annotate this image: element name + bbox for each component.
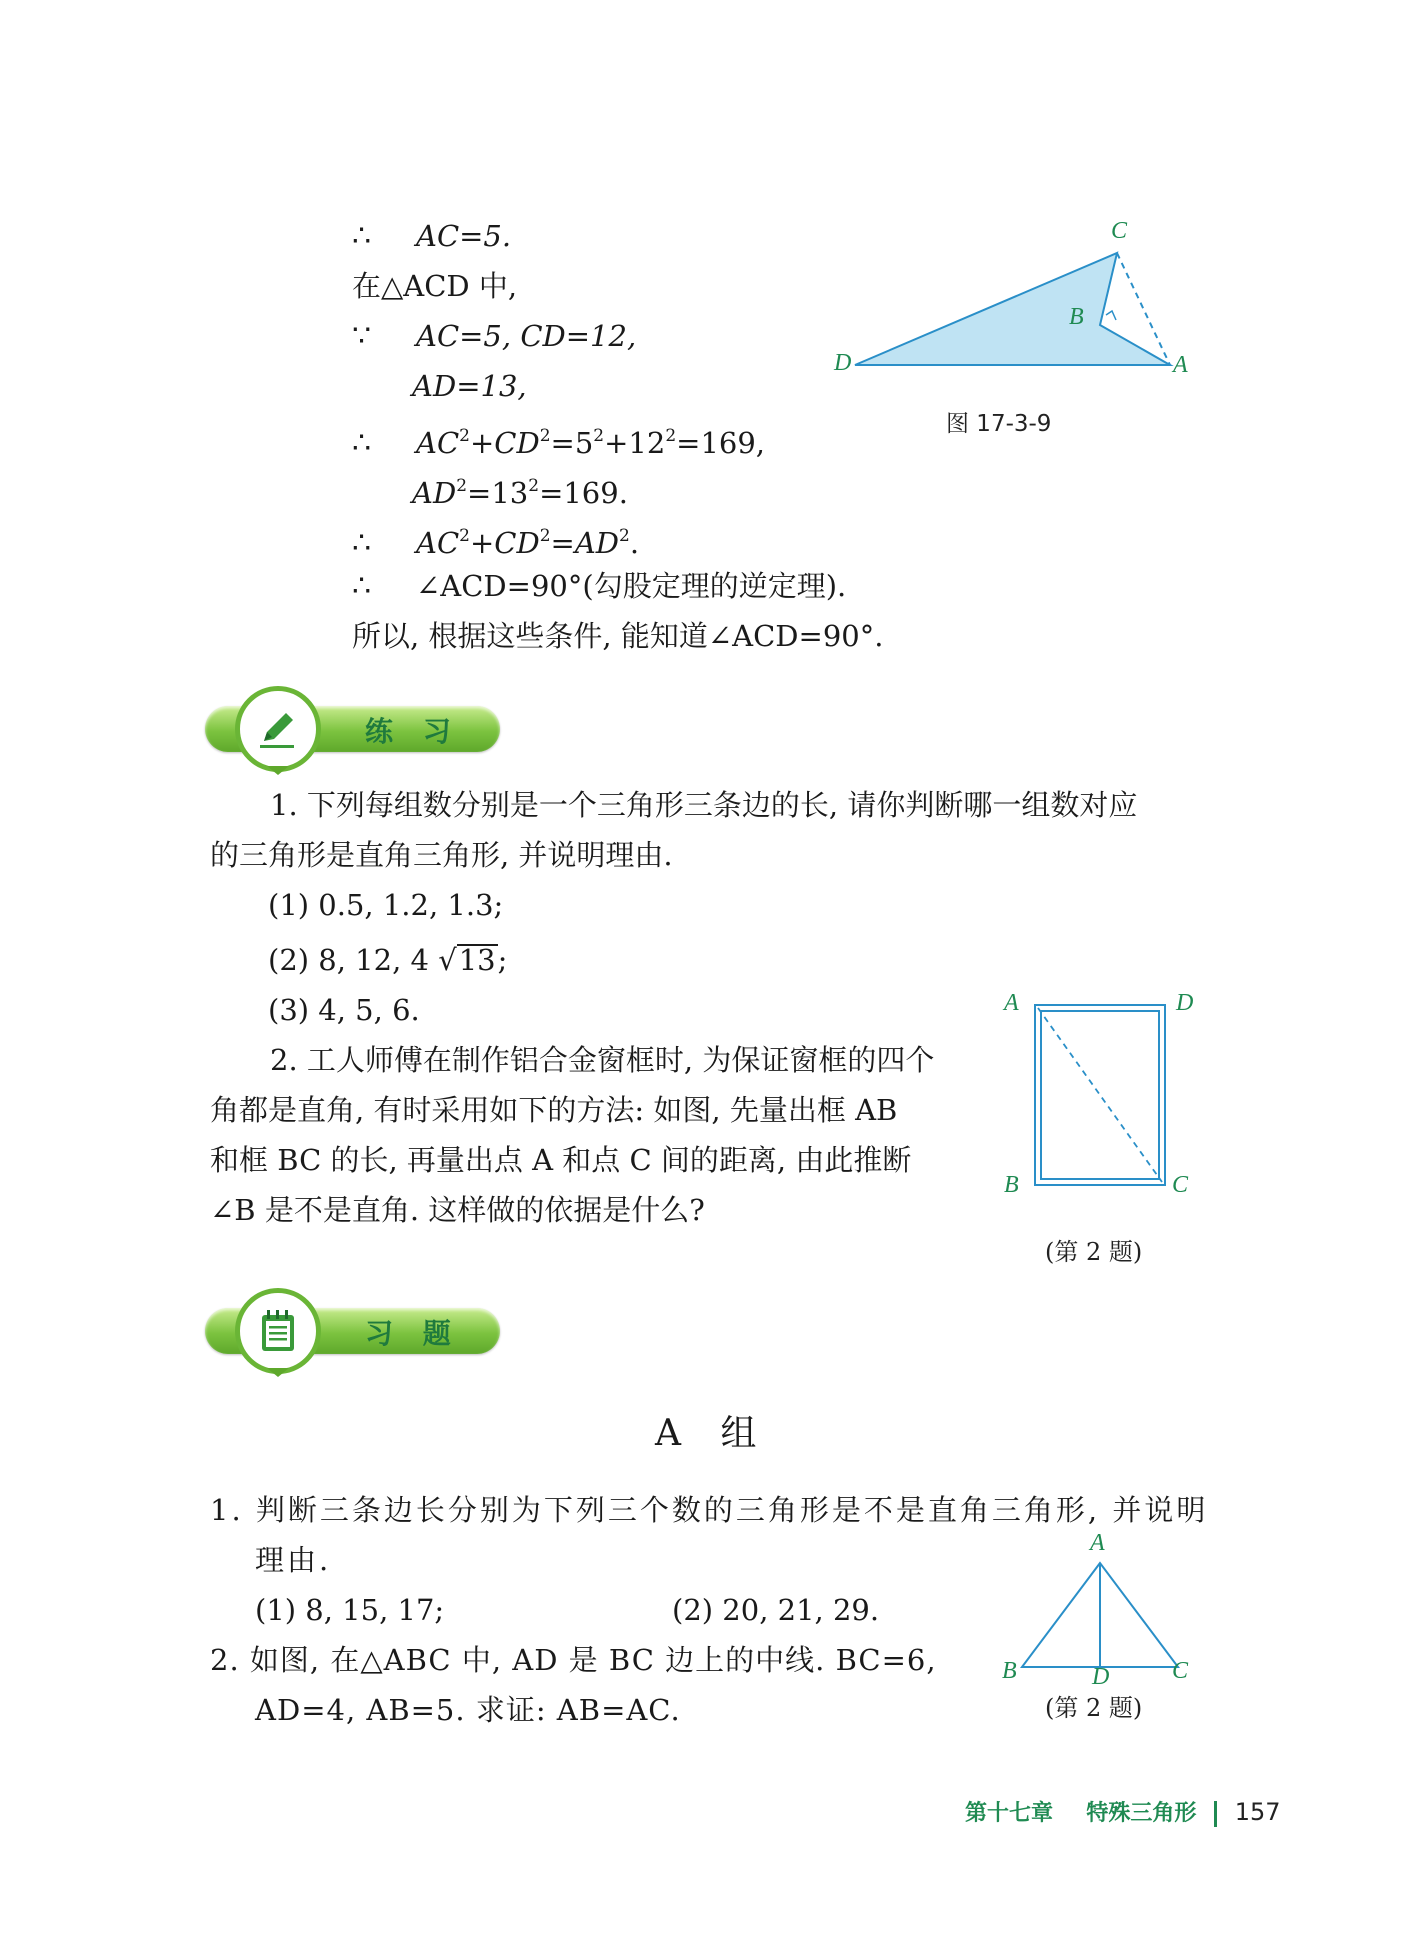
- option-text: ;: [497, 943, 508, 977]
- chapter-title: 特殊三角形: [1086, 1801, 1197, 1826]
- exercise-1-option1: (1) 8, 15, 17;: [255, 1593, 445, 1627]
- practice-q1-line1: 1. 下列每组数分别是一个三角形三条边的长, 请你判断哪一组数对应: [270, 788, 1138, 822]
- therefore-symbol: ∴: [352, 426, 372, 461]
- superscript: 2: [593, 426, 605, 446]
- therefore-symbol: ∴: [352, 526, 372, 561]
- proof-text: +CD: [469, 526, 540, 560]
- practice-q1-line2: 的三角形是直角三角形, 并说明理由.: [210, 838, 673, 872]
- therefore-symbol: ∴: [352, 569, 372, 604]
- proof-line-3: [352, 316, 636, 357]
- banner-arrow: [267, 1368, 289, 1377]
- practice-q2-line3: 和框 BC 的长, 再量出点 A 和点 C 间的距离, 由此推断: [210, 1143, 912, 1177]
- window-frame-figure: [1030, 1000, 1170, 1190]
- proof-line-7: [352, 516, 639, 564]
- label-a: A: [1173, 352, 1188, 378]
- exercise-1-option2: (2) 20, 21, 29.: [672, 1593, 880, 1627]
- option-text: (2) 8, 12, 4: [268, 943, 429, 977]
- footer-divider: [1214, 1801, 1217, 1827]
- proof-text: +12: [604, 426, 666, 460]
- practice-q2-line1: 2. 工人师傅在制作铝合金窗框时, 为保证窗框的四个: [270, 1043, 935, 1077]
- proof-line-4: [412, 366, 527, 406]
- proof-line-6: [412, 466, 628, 513]
- proof-text: ∠ACD=90°(勾股定理的逆定理).: [416, 569, 847, 603]
- notepad-icon-graphic: [256, 1307, 300, 1355]
- outer-frame: [1035, 1005, 1165, 1185]
- figure-caption: (第 2 题): [1045, 1694, 1143, 1722]
- proof-text: =5: [550, 426, 594, 460]
- label-c: C: [1172, 1172, 1189, 1198]
- notepad-icon: [235, 1288, 321, 1374]
- exercises-label: 习 题: [365, 1317, 461, 1350]
- label-b: B: [1069, 304, 1084, 330]
- practice-q1-option3: (3) 4, 5, 6.: [268, 993, 420, 1027]
- right-angle-mark: [1106, 311, 1116, 320]
- proof-conclusion: 所以, 根据这些条件, 能知道∠ACD=90°.: [352, 619, 884, 653]
- superscript: 2: [528, 476, 540, 496]
- superscript: 2: [619, 526, 630, 546]
- proof-line-9: [352, 616, 883, 656]
- proof-text: =169.: [539, 476, 628, 510]
- pencil-icon-graphic: [254, 705, 302, 753]
- proof-line-5: [352, 416, 765, 464]
- practice-label: 练 习: [365, 715, 461, 748]
- exercise-2-line2: AD=4, AB=5. 求证: AB=AC.: [255, 1693, 681, 1727]
- banner-arrow: [267, 766, 289, 775]
- proof-line-2: [352, 266, 517, 306]
- label-d: D: [834, 350, 852, 376]
- exercise-2-line1: 2. 如图, 在△ABC 中, AD 是 BC 边上的中线. BC=6,: [210, 1643, 937, 1677]
- proof-text: AC=5, CD=12,: [416, 319, 637, 353]
- practice-q2-line4: ∠B 是不是直角. 这样做的依据是什么?: [210, 1193, 705, 1227]
- figure-caption: 图 17-3-9: [946, 411, 1052, 437]
- therefore-symbol: ∴: [352, 219, 372, 254]
- proof-text: AC: [416, 426, 460, 460]
- group-heading: A 组: [655, 1413, 771, 1454]
- proof-text: .: [629, 526, 640, 560]
- label-a: A: [1090, 1530, 1105, 1556]
- superscript: 2: [456, 476, 468, 496]
- proof-text: +CD: [469, 426, 540, 460]
- proof-text: =13: [467, 476, 529, 510]
- label-d: D: [1176, 990, 1194, 1016]
- figure-17-3-9: [830, 220, 1210, 380]
- exercise-1-line1: 1. 判断三条边长分别为下列三个数的三角形是不是直角三角形, 并说明: [210, 1493, 1209, 1527]
- proof-text: AD: [412, 476, 457, 510]
- proof-text: =AD: [550, 526, 620, 560]
- superscript: 2: [539, 526, 551, 546]
- proof-text: AC: [416, 526, 460, 560]
- page-number: 157: [1234, 1798, 1281, 1826]
- triangle-abc-figure: [1010, 1555, 1190, 1675]
- superscript: 2: [665, 426, 677, 446]
- quadrilateral-shape: [855, 253, 1170, 365]
- superscript: 2: [459, 526, 470, 546]
- practice-q1-option2: (2) 8, 12, 4 √13;: [268, 943, 508, 977]
- practice-q1-option1: (1) 0.5, 1.2, 1.3;: [268, 888, 504, 922]
- proof-line-8: [352, 566, 846, 607]
- label-b: B: [1004, 1172, 1019, 1198]
- label-a: A: [1004, 990, 1019, 1016]
- exercise-1-line2: 理由.: [255, 1543, 332, 1577]
- figure-caption: (第 2 题): [1045, 1238, 1143, 1266]
- proof-text: 在△ACD 中,: [352, 269, 518, 303]
- dashed-diagonal-ac: [1038, 1008, 1162, 1182]
- exercises-banner: [205, 1302, 500, 1360]
- superscript: 2: [459, 426, 470, 446]
- because-symbol: ∵: [352, 319, 372, 354]
- label-d: D: [1092, 1664, 1110, 1690]
- label-c: C: [1172, 1658, 1189, 1684]
- superscript: 2: [539, 426, 551, 446]
- pencil-icon: [235, 686, 321, 772]
- proof-text: AC=5.: [416, 219, 512, 253]
- square-root: 13: [458, 943, 496, 977]
- proof-text: =169,: [676, 426, 766, 460]
- practice-q2-line2: 角都是直角, 有时采用如下的方法: 如图, 先量出框 AB: [210, 1093, 898, 1127]
- label-c: C: [1111, 218, 1128, 244]
- chapter-number: 第十七章: [965, 1801, 1054, 1826]
- page-footer: [965, 1796, 1281, 1827]
- proof-line-1: [352, 216, 511, 257]
- proof-text: AD=13,: [412, 369, 527, 403]
- practice-banner: [205, 700, 500, 758]
- label-b: B: [1002, 1658, 1017, 1684]
